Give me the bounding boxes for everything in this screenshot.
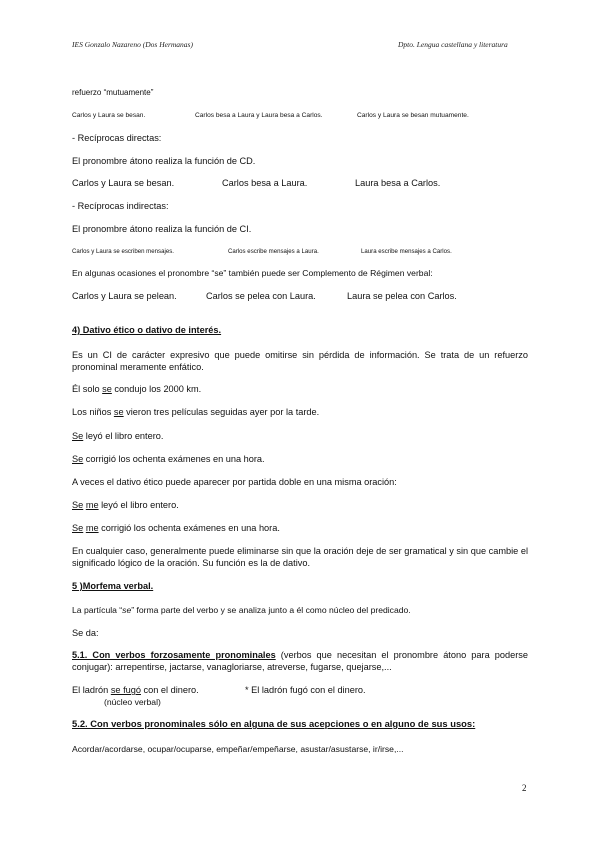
header-right: Dpto. Lengua castellana y literatura [398, 40, 508, 49]
example-cell: Carlos besa a Laura. [222, 178, 308, 188]
paragraph-cd: El pronombre átono realiza la función de CD. [72, 156, 256, 166]
se-pronoun: Se [72, 454, 84, 464]
paragraph-doble: A veces el dativo ético puede aparecer por partida doble en una misma oración: [72, 477, 397, 487]
se-pronoun: se [102, 384, 112, 394]
header-left: IES Gonzalo Nazareno (Dos Hermanas) [72, 40, 193, 49]
example-cell: Laura se pelea con Carlos. [347, 291, 457, 301]
subheading-reciprocas-indirectas: - Recíprocas indirectas: [72, 201, 169, 211]
example-text: corrigió los ochenta exámenes en una hora. [98, 523, 280, 533]
se-particle: se [122, 605, 132, 615]
se-pronoun: Se [72, 431, 84, 441]
verbal-core: se fugó [110, 685, 141, 695]
example-dativo-4 [72, 453, 265, 465]
example-cell: Laura besa a Carlos. [355, 178, 441, 188]
page-number: 2 [522, 783, 527, 793]
paragraph-dativo-etico: Es un CI de carácter expresivo que puede omitirse sin pérdida de información. Se trata de un refuerzo pronominal meramente enfático. [72, 350, 528, 372]
example-cell: Carlos y Laura se escriben mensajes. [72, 248, 174, 255]
se-pronoun: se [113, 407, 124, 417]
heading-dativo-etico: 4) Dativo ético o dativo de interés. [72, 325, 222, 335]
paragraph-forzosamente [72, 649, 528, 673]
example-verbs-list: Acordar/acordarse, ocupar/ocuparse, empeñar/empeñarse, asustar/asustarse, ir/irse,... [72, 744, 404, 754]
example-text: El ladrón [72, 685, 111, 695]
example-text: corrigió los ochenta exámenes en una hora. [83, 454, 265, 464]
ungrammatical-example: * El ladrón fugó con el dinero. [245, 685, 366, 695]
example-cell: Carlos y Laura se pelean. [72, 291, 177, 301]
me-pronoun: me [85, 523, 99, 533]
se-pronoun: Se [72, 500, 84, 510]
me-pronoun: me [85, 500, 99, 510]
example-text: con el dinero. [140, 685, 199, 695]
paragraph-text: (verbos que necesitan el pronombre átono para poderse conjugar): arrepentirse, jactarse, vanagloriarse, atreverse, fugarse, quejarse,... [72, 650, 528, 672]
example-dativo-1 [72, 383, 201, 395]
example-cell: Carlos escribe mensajes a Laura. [228, 248, 319, 255]
subheading-51: 5.1. Con verbos forzosamente pronominales [72, 650, 276, 660]
example-text: leyó el libro entero. [98, 500, 179, 510]
paragraph-final: En cualquier caso, generalmente puede eliminarse sin que la oración deje de ser gramatical y sin que cambie el significado lógico de la oración. Su función es la de dativo. [72, 546, 528, 568]
paragraph-particula [72, 604, 411, 616]
heading-52: 5.2. Con verbos pronominales sólo en alguna de sus acepciones o en alguno de sus usos: [72, 718, 476, 729]
example-cell: Carlos y Laura se besan. [72, 178, 175, 188]
example-dativo-2 [72, 406, 319, 418]
example-text: condujo los 2000 km. [111, 384, 202, 394]
paragraph-ci: El pronombre átono realiza la función de CI. [72, 224, 252, 234]
example-doble-1 [72, 499, 179, 511]
example-cell: Carlos y Laura se besan mutuamente. [357, 112, 469, 119]
example-cell: Carlos y Laura se besan. [72, 112, 146, 119]
se-pronoun: Se [72, 523, 84, 533]
example-dativo-3 [72, 430, 163, 442]
paragraph-text: ” forma parte del verbo y se analiza junto a él como núcleo del predicado. [131, 605, 411, 615]
refuerzo-text: refuerzo “mutuamente” [72, 88, 154, 97]
example-text: vieron tres películas seguidas ayer por la tarde. [123, 407, 320, 417]
example-cell: Laura escribe mensajes a Carlos. [361, 248, 452, 255]
example-doble-2 [72, 522, 280, 534]
subheading-reciprocas-directas: - Recíprocas directas: [72, 133, 162, 143]
paragraph-crv: En algunas ocasiones el pronombre “se” también puede ser Complemento de Régimen verbal: [72, 268, 433, 278]
example-fugarse [72, 684, 366, 696]
note-nucleo-verbal: (núcleo verbal) [104, 697, 161, 707]
example-text: Los niños [72, 407, 114, 417]
example-cell: Carlos se pelea con Laura. [206, 291, 316, 301]
example-cell: Carlos besa a Laura y Laura besa a Carlos. [195, 112, 323, 119]
paragraph-text: La partícula “ [72, 605, 123, 615]
se-da-label: Se da: [72, 628, 99, 638]
example-text: leyó el libro entero. [83, 431, 164, 441]
heading-morfema-verbal: 5 )Morfema verbal. [72, 581, 154, 591]
example-text: Él solo [72, 384, 103, 394]
